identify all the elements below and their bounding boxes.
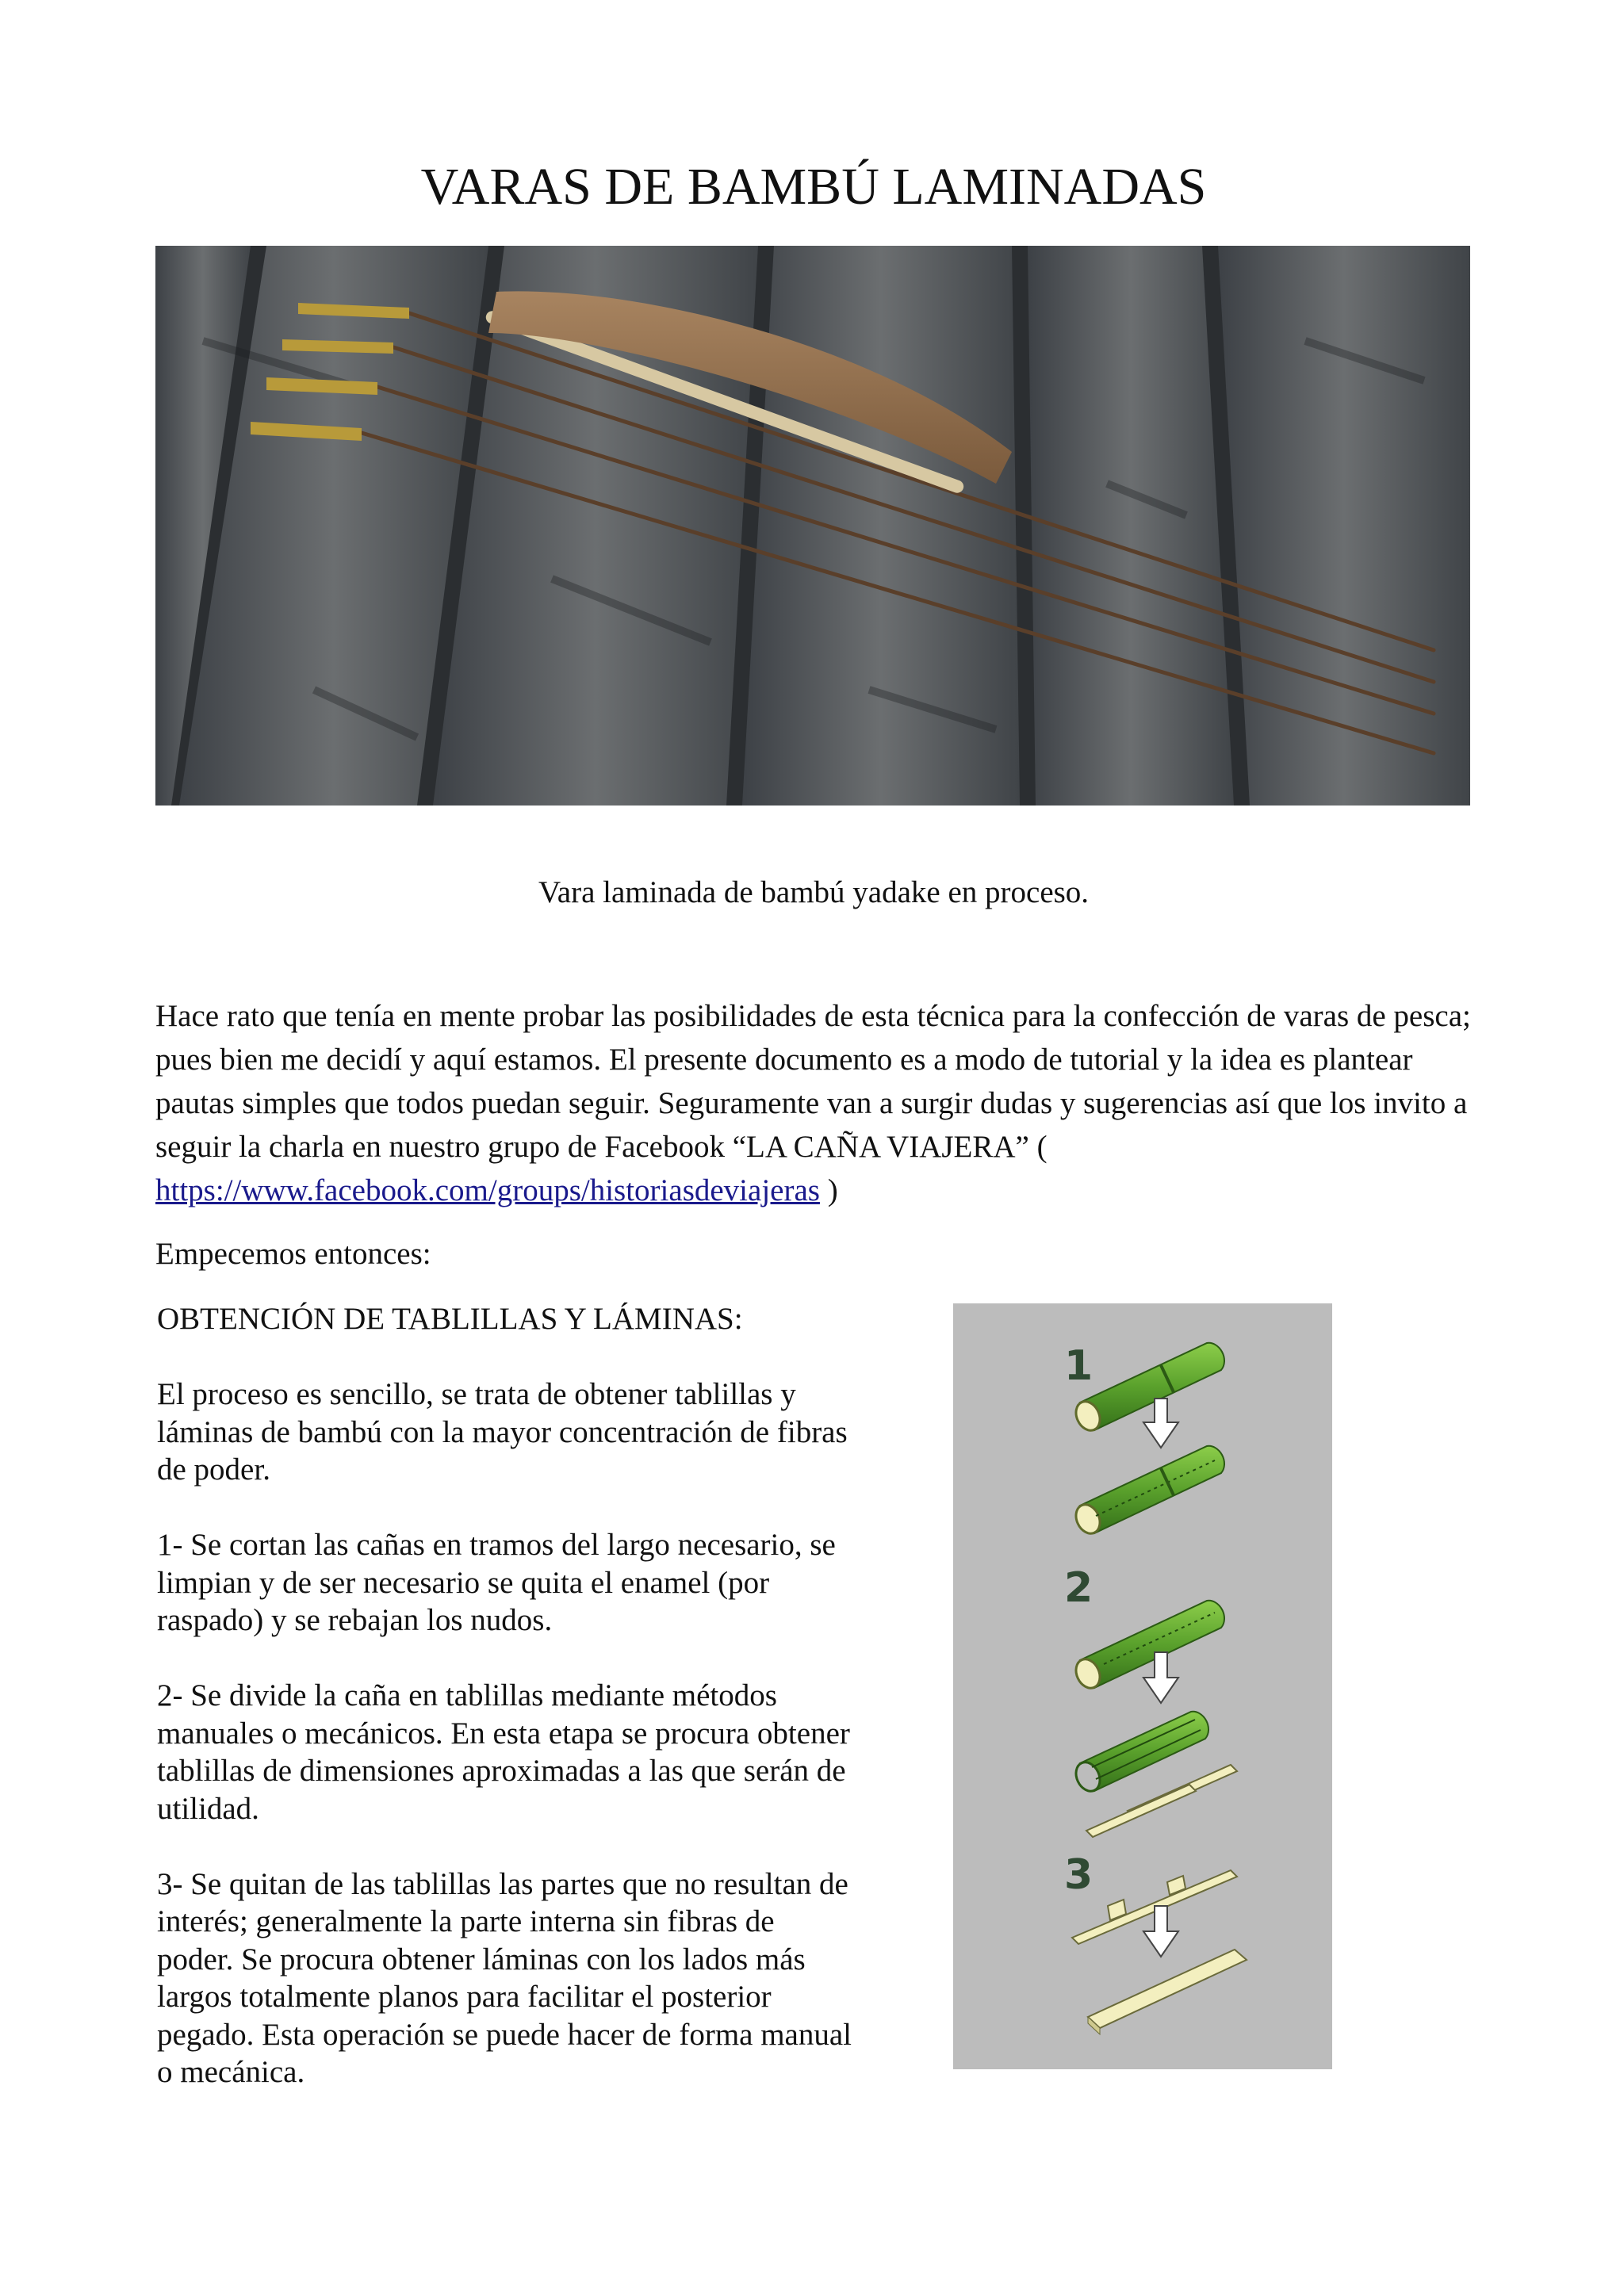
lead-text: Empecemos entonces: — [155, 1237, 431, 1271]
facebook-group-link[interactable]: https://www.facebook.com/groups/historiasdeviajeras — [155, 1173, 820, 1207]
bamboo-cane-cut-icon — [1071, 1446, 1224, 1537]
step-number-3: 3 — [1064, 1851, 1094, 1899]
section-paragraph: 2- Se divide la caña en tablillas mediante métodos manuales o mecánicos. En esta etapa se procura obtener tablillas de dimensiones aproximadas a las que serán de utilidad. — [157, 1678, 850, 1826]
bamboo-rods-photo — [155, 246, 1470, 806]
step-number-1: 1 — [1064, 1342, 1094, 1390]
section-paragraph: 1- Se cortan las cañas en tramos del largo necesario, se limpian y de ser necesario se quita el enamel (por raspado) y se rebajan los nudos. — [157, 1528, 836, 1637]
section-tablillas — [157, 1300, 855, 2129]
intro-text: Hace rato que tenía en mente probar las posibilidades de esta técnica para la confección de varas de pesca; pues bien me decidí y aquí estamos. El presente documento es a modo de tutorial y la idea es plantear pautas simples que todos puedan seguir. Seguramente van a surgir dudas y sugerencias así que los invito a seguir la charla en nuestro grupo de Facebook “LA CAÑA VIAJERA” ( — [155, 999, 1471, 1164]
intro-after-link: ) — [819, 1173, 838, 1207]
split-cane-icon — [1071, 1712, 1237, 1837]
step-number-2: 2 — [1064, 1564, 1094, 1612]
process-diagram — [953, 1303, 1332, 2069]
intro-paragraph — [155, 994, 1480, 1212]
section-paragraph: 3- Se quitan de las tablillas las partes que no resultan de interés; generalmente la parte interna sin fibras de poder. Se procura obtener láminas con los lados más largos totalmente planos para facilitar el posterior pegado. Esta operación se puede hacer de forma manual o mecánica. — [157, 1866, 852, 2089]
document-title: VARAS DE BAMBÚ LAMINADAS — [420, 158, 1207, 216]
lamina-icon — [1088, 1950, 1247, 2034]
photo-caption: Vara laminada de bambú yadake en proceso. — [538, 875, 1090, 909]
arrow-down-icon — [1143, 1399, 1178, 1448]
bamboo-cane-icon — [1071, 1343, 1224, 1434]
section-heading: OBTENCIÓN DE TABLILLAS Y LÁMINAS: — [157, 1302, 743, 1336]
section-paragraph: El proceso es sencillo, se trata de obtener tablillas y láminas de bambú con la mayor concentración de fibras de poder. — [157, 1377, 848, 1487]
